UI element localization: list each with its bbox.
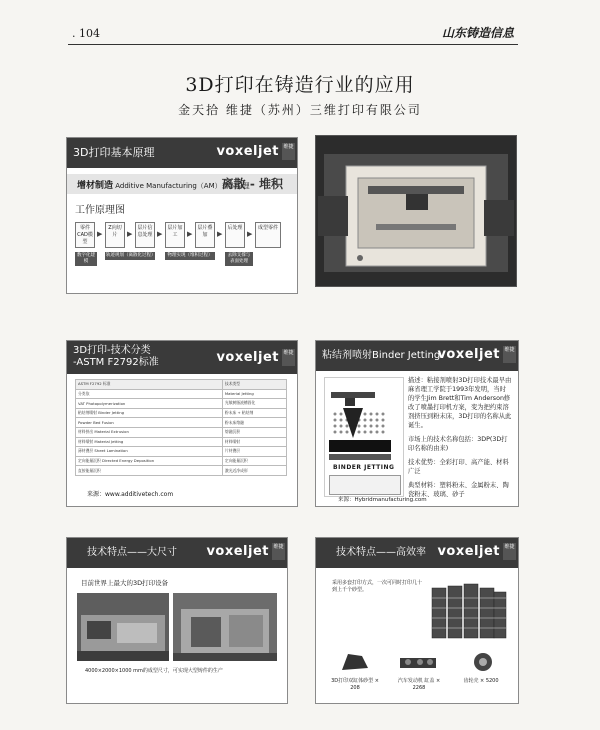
slide-title: 3D打印基本原理 <box>73 146 155 159</box>
table-cell: Material Jetting <box>222 389 286 399</box>
description-paragraph: 描述：粘接剂喷射3D打印技术最早由麻省理工学院于1993年发明，当时的学生Jim Brett和Tim Anderson修改了喷墨打印机方案，变为把约束溶剂挤压到粉末床，3D打印的名称从此诞生。 <box>408 377 512 429</box>
flow-note: 去除支撑与表面处理 <box>225 252 253 266</box>
flow-step: 层片加工 <box>165 222 185 248</box>
binder-jetting-label: BINDER JETTING <box>333 464 395 471</box>
table-cell: Powder Bed Fusion <box>76 418 223 428</box>
casting-caption: 3D打印双缸体砂型 × 208 <box>331 678 379 691</box>
table-cell: 定向能量沉积 <box>222 456 286 466</box>
slide-large-size <box>66 537 288 704</box>
casting-image-1 <box>338 650 372 678</box>
slide-title: 技术特点——大尺寸 <box>87 547 177 558</box>
table-row <box>76 456 287 466</box>
slide-title: 技术特点——高效率 <box>336 547 426 558</box>
slide-high-efficiency <box>315 537 519 704</box>
printer-photo <box>315 135 517 287</box>
table-cell: 材料喷射 <box>222 437 286 447</box>
binder-jetting-text <box>408 376 512 504</box>
flow-step: 后处理 <box>225 222 245 248</box>
flow-note: 数字化建模 <box>77 253 95 264</box>
arrow-right-icon: ▶ <box>187 230 193 238</box>
table-row <box>76 427 287 437</box>
brand-tag: 维捷 <box>503 543 516 560</box>
arrow-right-icon: ▶ <box>217 230 223 238</box>
brand-logo: voxeljet <box>216 144 279 159</box>
article-title: 3D打印在铸造行业的应用 <box>185 74 415 96</box>
table-row <box>76 437 287 447</box>
flow-title: 工作原理图 <box>75 205 125 216</box>
flow-step: Z向切片 <box>105 222 125 248</box>
source-note: 来源：Hybridmanufacturing.com <box>338 497 427 503</box>
table-cell: 定向能量沉积 Directed Energy Deposition <box>76 456 223 466</box>
materials-paragraph: 典型材料：塑料粉末、金属粉末、陶瓷粉末、玻璃、砂子 <box>408 482 509 498</box>
casting-caption: 汽车发动机 缸盖 × 2268 <box>397 678 441 691</box>
table-cell: 材料挤出 Material Extrusion <box>76 427 223 437</box>
table-header-cell: ASTM F2792 标准 <box>76 380 223 390</box>
stacked-cores-image <box>428 578 510 652</box>
large-printer-photo <box>77 593 169 661</box>
slide-title-line2: -ASTM F2792标准 <box>73 357 159 368</box>
table-cell: 薄材叠层 Sheet Lamination <box>76 447 223 457</box>
flow-step: 层片叠加 <box>195 222 215 248</box>
market-names-paragraph: 市场上的技术名称包括：3DP(3D打印名称的由来) <box>408 436 508 452</box>
brand-tag: 维捷 <box>272 543 285 560</box>
classification-table <box>75 379 287 476</box>
table-row <box>76 408 287 418</box>
brand-tag: 维捷 <box>282 143 295 160</box>
arrow-right-icon: ▶ <box>97 230 103 238</box>
page-number: . 104 <box>72 27 100 40</box>
alternative-names-box <box>329 475 401 495</box>
slide-caption: 4000×2000×1000 mm的成型尺寸，可实现大型铸件的生产 <box>85 668 223 674</box>
table-row <box>76 418 287 428</box>
slide-subtitle: 采用多套打印方式，一次可同时打印几十到上千个砂型。 <box>332 580 423 593</box>
running-title: 山东铸造信息 <box>441 26 514 40</box>
casting-image-2 <box>398 652 438 676</box>
flow-step: 层片信息处理 <box>135 222 155 248</box>
slide-title-line1: 3D打印-技术分类 <box>73 345 151 356</box>
binder-jetting-diagram <box>324 377 404 497</box>
table-cell: 熔融沉积 <box>222 427 286 437</box>
table-row <box>76 399 287 409</box>
article-authors: 金天拾 维捷（苏州）三维打印有限公司 <box>178 103 422 117</box>
flow-note: 物理实现（堆积过程） <box>165 252 215 260</box>
table-cell: 粉末床熔融 <box>222 418 286 428</box>
table-row <box>76 389 287 399</box>
arrow-right-icon: ▶ <box>127 230 133 238</box>
table-row <box>76 447 287 457</box>
table-header-cell: 技术类型 <box>222 380 286 390</box>
table-header-row <box>76 380 287 390</box>
brand-logo: voxeljet <box>437 347 500 362</box>
table-cell: 粘结剂喷射 Binder Jetting <box>76 408 223 418</box>
casting-caption: 齿轮壳 × 5200 <box>463 678 499 684</box>
table-cell: 直接能量沉积 <box>76 466 223 476</box>
arrow-right-icon: ▶ <box>247 230 253 238</box>
table-cell: 片材叠层 <box>222 447 286 457</box>
brand-logo: voxeljet <box>216 350 279 365</box>
arrow-right-icon: ▶ <box>157 230 163 238</box>
header-divider <box>68 44 518 45</box>
slide-title: 粘结剂喷射Binder Jetting <box>322 350 441 361</box>
slide-binder-jetting <box>315 340 519 507</box>
3d-printer-illustration <box>316 136 516 286</box>
table-row <box>76 466 287 476</box>
table-cell: 光敏树脂液槽固化 <box>222 399 286 409</box>
brand-tag: 维捷 <box>503 346 516 363</box>
source-note: 来源：www.additivetech.com <box>87 491 174 498</box>
table-cell: 材料喷射 Material Jetting <box>76 437 223 447</box>
slide-subtitle: 目前世界上最大的3D打印设备 <box>81 579 169 587</box>
discrete-stack-label: 离散 - 堆积 <box>221 177 283 191</box>
advantages-paragraph: 技术优势：全彩打印、高产能、材料广泛 <box>408 459 509 475</box>
flow-note: 轨迹规划（离散化过程） <box>106 253 156 258</box>
slide-principles <box>66 137 298 294</box>
brand-logo: voxeljet <box>437 544 500 559</box>
brand-logo: voxeljet <box>206 544 269 559</box>
casting-image-3 <box>466 650 500 678</box>
am-definition: 增材制造 Additive Manufacturing（AM）基本原理 <box>77 181 250 191</box>
table-cell: VAT Photopolymerization <box>76 399 223 409</box>
brand-tag: 维捷 <box>282 349 295 366</box>
table-cell: 分类依 <box>76 389 223 399</box>
slide-classification <box>66 340 298 507</box>
large-mold-photo <box>173 593 277 661</box>
table-cell: 粉末床 + 粘结剂 <box>222 408 286 418</box>
flow-step: 成型零件 <box>255 222 281 248</box>
table-cell: 激光近净成形 <box>222 466 286 476</box>
flow-step: 零件CAD模型 <box>75 222 95 248</box>
